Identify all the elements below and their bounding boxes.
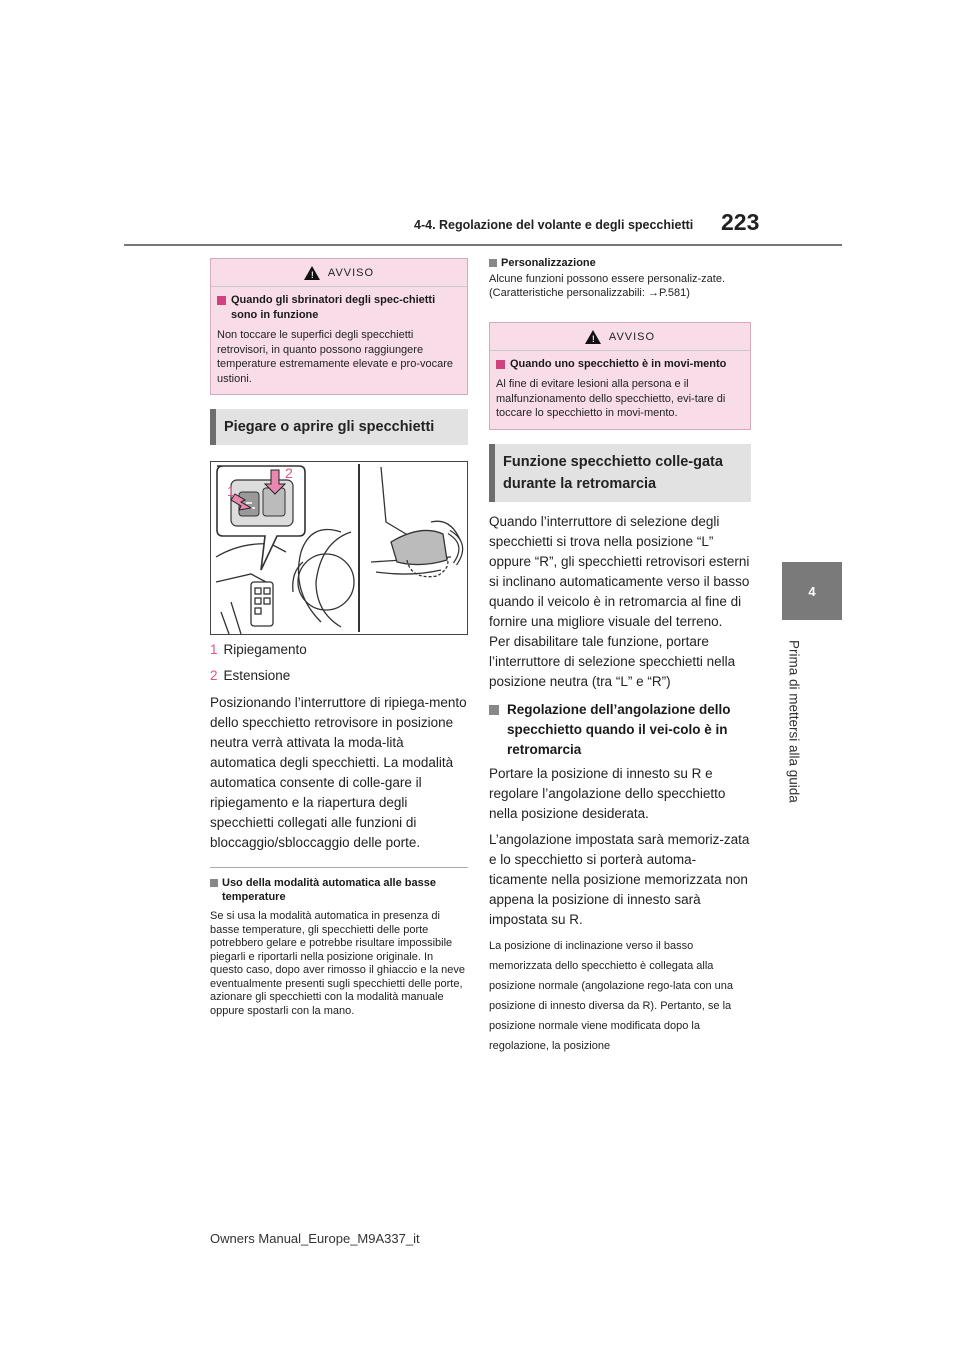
warning-heading: Quando gli sbrinatori degli spec-chietti sono in funzione xyxy=(217,293,461,323)
personalization-text: Alcune funzioni possono essere personaliz-zate. (Caratteristiche personalizzabili: →P.581) xyxy=(489,273,726,299)
section-title: 4-4. Regolazione del volante e degli specchietti xyxy=(414,218,694,232)
angle-adjust-text-2: L’angolazione impostata sarà memoriz-zata e lo specchietto si porterà automa-ticamente nella posizione memorizzata non appena la posizione di innesto sarà impostata su R. xyxy=(489,831,750,927)
note-heading: Uso della modalità automatica alle basse temperature xyxy=(210,876,468,904)
angle-adjust-heading: Regolazione dell’angolazione dello specchietto quando il vei-colo è in retromarcia xyxy=(489,700,751,760)
chapter-side-label xyxy=(774,640,814,960)
angle-adjust-text-1: Portare la posizione di innesto su R e regolare l’angolazione dello specchietto nella posizione desiderata. xyxy=(489,765,726,821)
warning-header xyxy=(490,323,750,351)
reverse-body-text-2: Per disabilitare tale funzione, portare l’interruttore di selezione specchietti nella posizione neutra (tra “L” e “R”) xyxy=(489,633,736,689)
warning-header xyxy=(211,259,467,287)
page-number: 223 xyxy=(721,209,760,235)
legend-item-fold xyxy=(210,639,468,661)
warning-text: Non toccare le superfici degli specchietti retrovisori, in quanto possono raggiungere temperature estremamente elevate e pro-vocare ustioni. xyxy=(217,329,454,385)
warning-label: AVVISO xyxy=(608,330,656,343)
angle-adjust-small-text: La posizione di inclinazione verso il basso memorizzata dello specchietto è collegata alla posizione normale (angolazione rego-lata con una posizione di innesto diversa da R). Pertanto, se la posizione normale viene modificata dopo la regolazione, la posizione xyxy=(489,939,733,1052)
legend-item-extend xyxy=(210,665,468,687)
warning-body xyxy=(211,287,467,394)
legend-label: Ripiegamento xyxy=(223,642,307,657)
warning-label: AVVISO xyxy=(327,266,375,279)
legend-number: 1 xyxy=(210,642,218,657)
reverse-body-text-1: Quando l’interruttore di selezione degli specchietti si trova nella posizione “L” oppure “R”, gli specchietti retrovisori esterni si inclinano automaticamente verso il basso quando il veicolo è in retromarcia al fine di fornire una migliore visuale del terreno. xyxy=(489,513,750,629)
section-heading-fold: Piegare o aprire gli specchietti xyxy=(210,409,468,445)
section-heading-reverse: Funzione specchietto colle-gata durante la retromarcia xyxy=(489,444,751,502)
left-column xyxy=(210,258,468,1018)
warning-heading: Quando uno specchietto è in movi-mento xyxy=(496,357,744,372)
figure-callout-2: 2 xyxy=(285,465,293,481)
legend-label: Estensione xyxy=(223,668,291,683)
legend-number: 2 xyxy=(210,668,218,683)
warning-text: Al fine di evitare lesioni alla persona e il malfunzionamento dello specchietto, evi-tare di toccare lo specchietto in movi-mento. xyxy=(496,378,726,419)
chapter-title: Prima di mettersi alla guida xyxy=(786,640,802,803)
figure-legend xyxy=(210,639,468,687)
warning-triangle-icon: ! xyxy=(585,330,601,344)
right-column xyxy=(489,256,751,1056)
warning-triangle-icon: ! xyxy=(304,266,320,280)
mirror-fold-illustration xyxy=(210,461,468,635)
warning-box-moving-mirror xyxy=(489,322,751,430)
footer-manual-id: Owners Manual_Europe_M9A337_it xyxy=(210,1231,420,1246)
chapter-number: 4 xyxy=(808,583,816,599)
header-rule xyxy=(124,244,842,246)
warning-body xyxy=(490,351,750,429)
note-text: Se si usa la modalità automatica in presenza di basse temperature, gli specchietti delle porte potrebbero gelare e potrebbe risultare impossibile piegarli e riportarli nella posizione originale. In questo caso, dopo aver rimosso il ghiaccio e la neve eventualmente presenti sugli specchietti delle porte, azionare gli specchietti con la modalità manuale oppure spostarli con la mano. xyxy=(210,910,465,1017)
warning-box-defroster xyxy=(210,258,468,395)
chapter-tab xyxy=(782,562,842,620)
mirror-switch-diagram xyxy=(211,462,467,634)
figure-callout-1: 1 xyxy=(227,483,235,499)
fold-body-text: Posizionando l’interruttore di ripiega-mento dello specchietto retrovisore in posizione neutra verrà attivata la moda-lità automatica degli specchietti. La modalità automatica consente di colle-gare il ripiegamento e la riapertura degli specchietti collegati alle funzioni di bloccaggio/sbloccaggio delle porte. xyxy=(210,695,467,850)
personalization-heading: Personalizzazione xyxy=(489,256,751,270)
note-divider xyxy=(210,867,468,868)
